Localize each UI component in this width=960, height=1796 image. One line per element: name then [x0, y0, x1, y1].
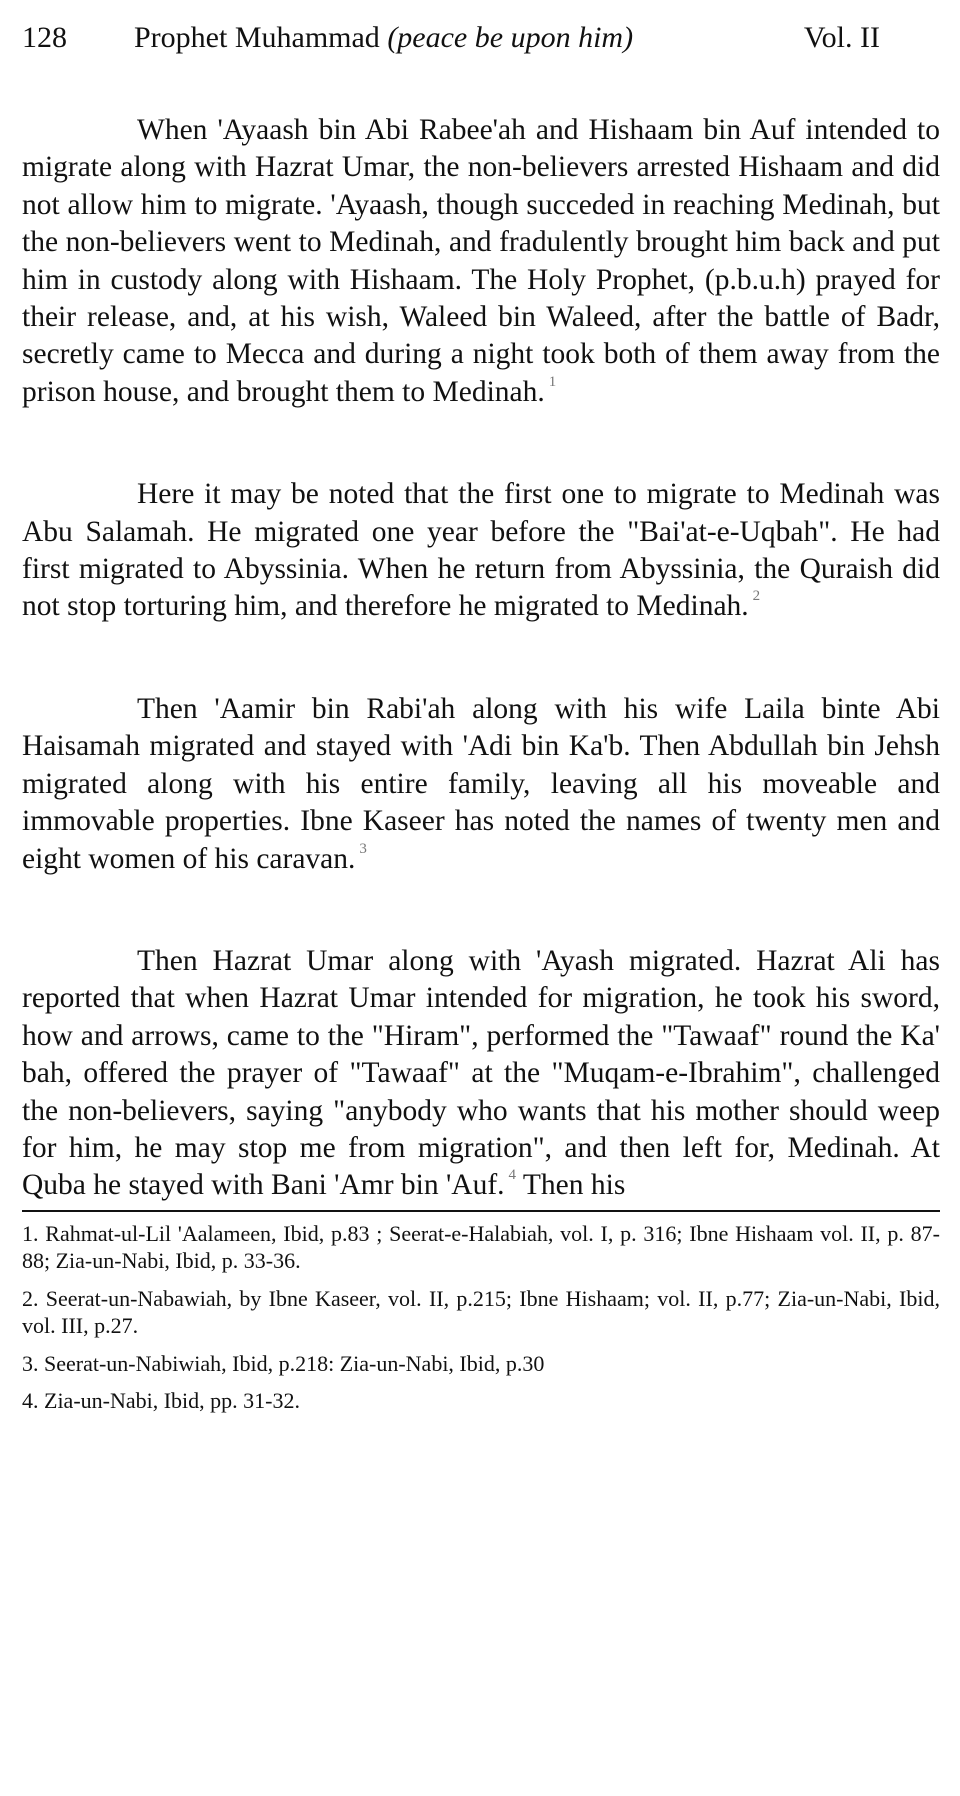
page-number: 128: [22, 21, 67, 54]
paragraph-3: [22, 691, 940, 878]
footnote-marker: 4: [508, 1167, 517, 1184]
running-header: [22, 16, 940, 60]
book-page: [22, 16, 940, 1425]
book-title: [134, 16, 633, 60]
footnote-1: 1. Rahmat-ul-Lil 'Aalameen, Ibid, p.83 ; Seerat-e-Halabiah, vol. I, p. 316; Ibne Hishaam vol. II, p. 87-88; Zia-un-Nabi, Ibid, p. 33-36.: [22, 1220, 940, 1274]
paragraph-text-continued: Then his: [522, 1169, 626, 1202]
paragraph-1: [22, 112, 940, 411]
footnotes: [22, 1220, 940, 1415]
body-text: [22, 112, 940, 1205]
footnote-3: 3. Seerat-un-Nabiwiah, Ibid, p.218: Zia-un-Nabi, Ibid, p.30: [22, 1350, 545, 1376]
volume-label: Vol. II: [803, 21, 880, 54]
paragraph-text: When 'Ayaash bin Abi Rabee'ah and Hishaam bin Auf intended to migrate along with Hazrat Umar, the non-believers arrested Hishaam and did not allow him to migrate. 'Ayaash, though succeded in reaching Medinah, but the non-believers went to Medinah, and fradulently brought him back and put him in custody along with Hishaam. The Holy Prophet, (p.b.u.h) prayed for their release, and, at his wish, Waleed bin Waleed, after the battle of Badr, secretly came to Mecca and during a night took both of them away from the prison house, and brought them to Medinah.: [22, 114, 940, 408]
paragraph-2: [22, 476, 940, 626]
footnote-2: 2. Seerat-un-Nabawiah, by Ibne Kaseer, vol. II, p.215; Ibne Hishaam; vol. II, p.77; Zia-un-Nabi, Ibid, vol. III, p.27.: [22, 1285, 940, 1339]
footnote-marker: 1: [548, 373, 557, 390]
footnote-4: 4. Zia-un-Nabi, Ibid, pp. 31-32.: [22, 1388, 300, 1414]
footnote-divider: [22, 1210, 940, 1212]
footnote-marker: 2: [752, 588, 761, 605]
book-subtitle: (peace be upon him): [387, 21, 634, 54]
book-title-main: Prophet Muhammad: [134, 21, 380, 54]
paragraph-text: Then 'Aamir bin Rabi'ah along with his wife Laila binte Abi Haisamah migrated and stayed with 'Adi bin Ka'b. Then Abdullah bin Jehsh migrated along with his entire family, leaving all his moveable and immovable properties. Ibne Kaseer has noted the names of twenty men and eight women of his caravan.: [22, 692, 940, 875]
paragraph-4: [22, 943, 940, 1205]
paragraph-text: Here it may be noted that the first one to migrate to Medinah was Abu Salamah. He migrated one year before the "Bai'at-e-Uqbah". He had first migrated to Abyssinia. When he return from Abyssinia, the Quraish did not stop torturing him, and therefore he migrated to Medinah.: [22, 478, 940, 623]
footnote-marker: 3: [359, 840, 367, 857]
paragraph-text: Then Hazrat Umar along with 'Ayash migrated. Hazrat Ali has reported that when Hazrat Umar intended for migration, he took his sword, how and arrows, came to the "Hiram", performed the "Tawaaf" round the Ka' bah, offered the prayer of "Tawaaf" at the "Muqam-e-Ibrahim", challenged the non-believers, saying "anybody who wants that his mother should weep for him, he may stop me from migration", and then left for, Medinah. At Quba he stayed with Bani 'Amr bin 'Auf.: [22, 944, 940, 1202]
